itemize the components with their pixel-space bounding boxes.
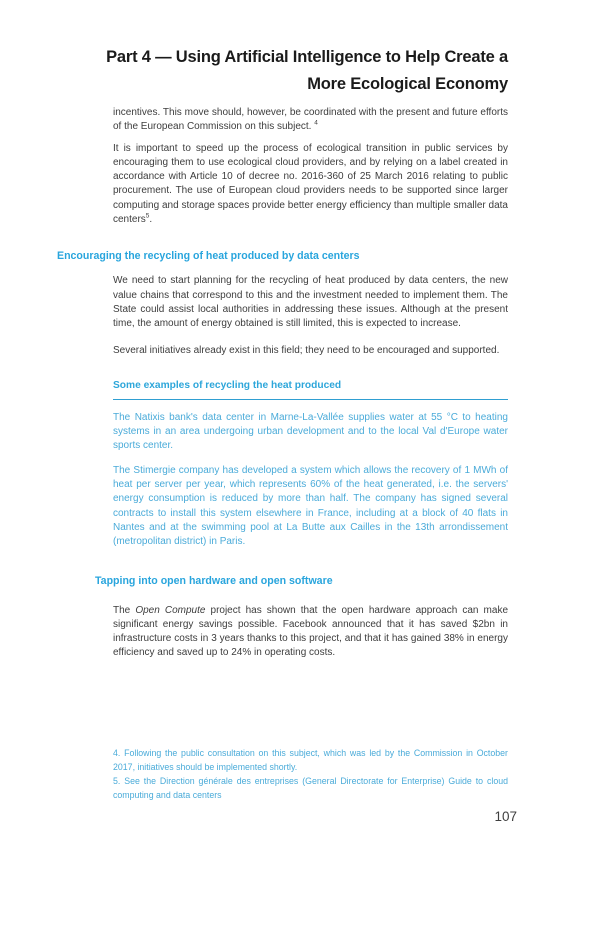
example-block [113, 379, 508, 550]
paragraph-ecological-transition [113, 142, 508, 228]
paragraph-open-compute-pre: The [113, 604, 136, 616]
page-title-line-1: Part 4 — Using Artificial Intelligence to Help Create a [106, 48, 508, 66]
paragraph-natixis: The Natixis bank's data center in Marne-La-Vallée supplies water at 55 °C to heating systems in an area undergoing urban development and to the local Val d'Europe water sports center. [113, 411, 508, 452]
paragraph-incentives-text: incentives. This move should, however, be coordinated with the present and future efforts of the European Commission on this subject. [113, 107, 508, 133]
footnote-ref-5: 5 [145, 212, 150, 220]
footnotes-block [113, 746, 508, 802]
paragraph-open-compute-post: project has shown that the open hardware approach can make significant energy savings possible. Facebook announced that it has saved $2bn in infrastructure costs in 3 years thanks to this project, and that it has gained 38% in energy efficiency and saved up to 24% in operating costs. [113, 604, 508, 659]
open-compute-italic: Open Compute [135, 604, 206, 616]
document-page [0, 44, 600, 944]
paragraph-several-initiatives: Several initiatives already exist in this field; they need to be encouraged and supported. [113, 344, 500, 356]
paragraph-open-compute [113, 604, 508, 661]
section-heading-recycling-heat: Encouraging the recycling of heat produced by data centers [57, 250, 360, 263]
heading-underline-rule [113, 399, 508, 400]
paragraph-incentives [113, 106, 508, 135]
footnote-ref-4: 4 [314, 119, 318, 127]
page-title [106, 44, 508, 98]
paragraph-ecological-transition-tail: . [149, 214, 153, 226]
paragraph-we-need-to-start: We need to start planning for the recycling of heat produced by data centers, the new value chains that correspond to this and the investment needed to implement them. The State could assist local authorities in addressing these issues. Although at the present time, the amount of energy obtained is still limited, this is expected to increase. [113, 275, 508, 330]
page-title-line-2: More Ecological Economy [307, 75, 508, 93]
paragraph-ecological-transition-text: It is important to speed up the process of ecological transition in public services by encouraging them to use ecological cloud providers, and by relying on a label created in accordance with Article 10 of decree no. 2016-360 of 25 March 2016 relating to public procurement. The use of European cloud providers needs to be supported since larger computing and storage spaces provide better energy efficiency than multiple smaller data centers [113, 142, 508, 226]
paragraph-stimergie: The Stimergie company has developed a system which allows the recovery of 1 MWh of heat per server per year, which represents 60% of the heat generated, i.e. the servers' energy consumption is reduced by more than half. The company has signed several contracts to install this system elsewhere in France, including at a block of 40 flats in Nantes and at the swimming pool at La Butte aux Cailles in the 13th arrondissement (metropolitan district) in Paris. [113, 464, 508, 548]
subsection-heading-examples: Some examples of recycling the heat produced [113, 379, 342, 391]
page-number: 107 [494, 808, 517, 824]
footnote-5: 5. See the Direction générale des entreprises (General Directorate for Enterprise) Guide to cloud computing and data centers [113, 775, 508, 800]
section-heading-open-hardware: Tapping into open hardware and open software [95, 574, 333, 587]
footnote-4: 4. Following the public consultation on this subject, which was led by the Commission in October 2017, initiatives should be implemented shortly. [113, 747, 508, 772]
